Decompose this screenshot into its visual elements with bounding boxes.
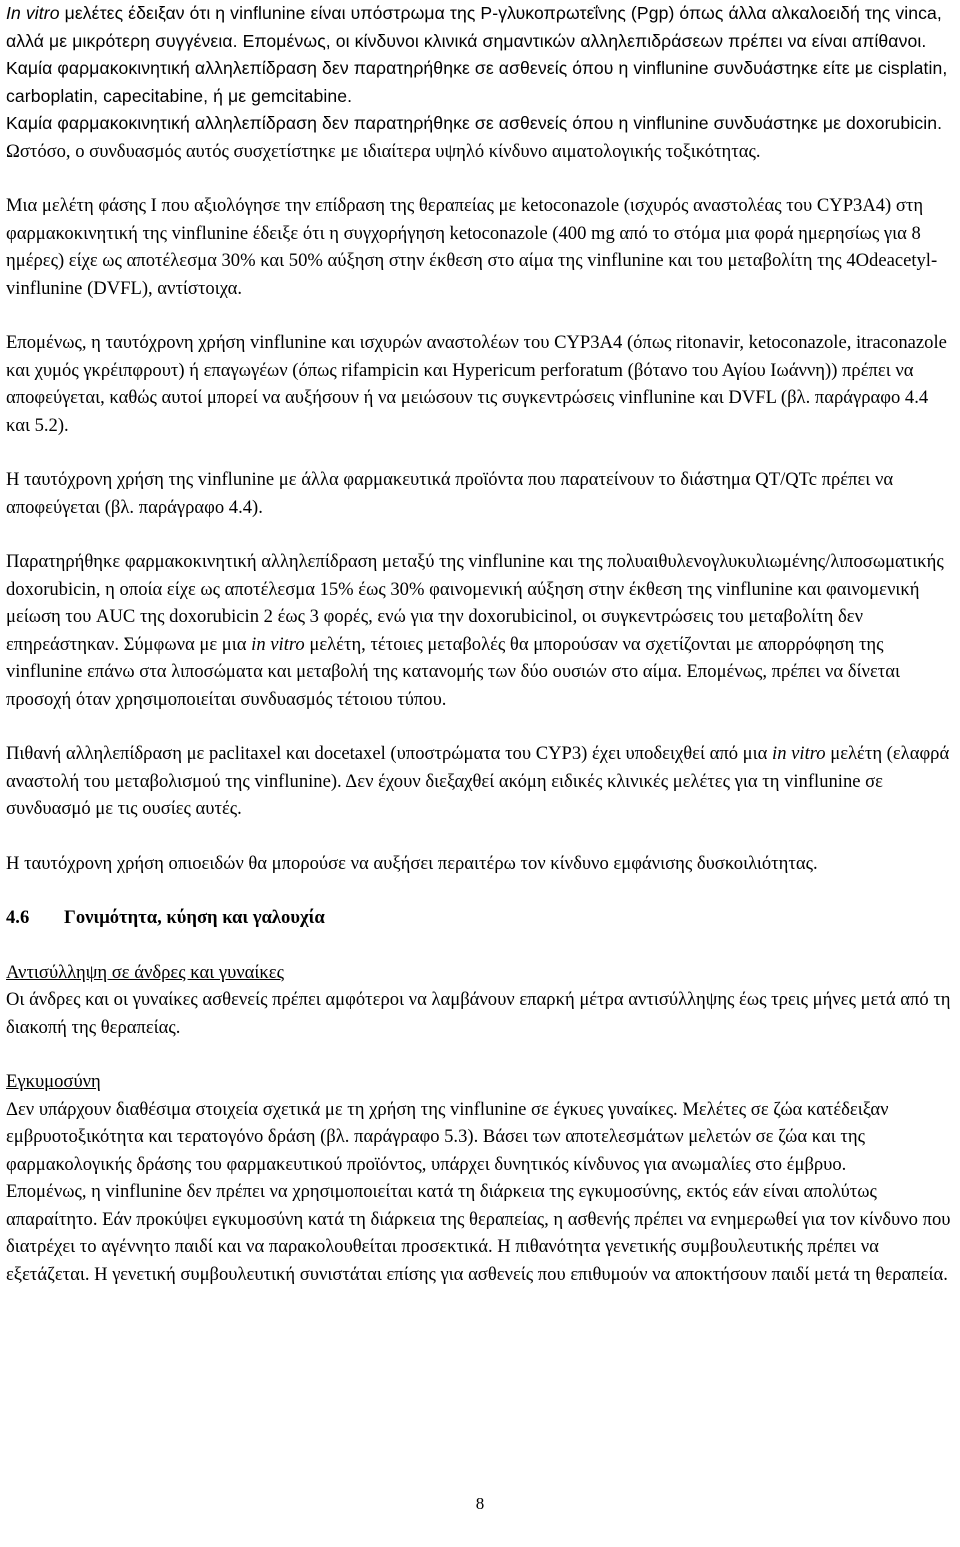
- paragraph-qt: Η ταυτόχρονη χρήση της vinflunine με άλλα φαρμακευτικά προϊόντα που παρατείνουν το διάστημα QT/QTc πρέπει να αποφεύγεται (βλ. παράγραφο 4.4).: [6, 469, 894, 518]
- paragraph-text: μελέτη, τέτοιες μεταβολές θα μπορούσαν να σχετίζονται με απορρόφηση της vinflunine επάνω στα λιποσώματα και μεταβολή της κατανομής των δύο ουσιών στο αίμα. Επομένως, πρέπει να δίνεται προσοχή όταν χρησιμοποιείται συνδυασμός τέτοιου τύπου.: [6, 633, 900, 710]
- paragraph-text: Ωστόσο, ο συνδυασμός αυτός συσχετίστηκε με ιδιαίτερα υψηλό κίνδυνο αιματολογικής τοξικότητας.: [6, 140, 761, 162]
- paragraph-text: μελέτη (ελαφρά αναστολή του μεταβολισμού της vinflunine). Δεν έχουν διεξαχθεί ακόμη ειδικές κλινικές μελέτες για τη vinflunine σε συνδυασμό με τις ουσίες αυτές.: [6, 743, 950, 819]
- italic-in-vitro: In vitro: [6, 3, 60, 23]
- paragraph-text: μελέτες έδειξαν ότι η vinflunine είναι υπόστρωμα της P-γλυκοπρωτεΐνης (Pgp) όπως άλλα αλκαλοειδή της vinca, αλλά με μικρότερη συγγένεια. Επομένως, οι κίνδυνοι κλινικά σημαντικών αλληλεπιδράσεων πρέπει να είναι απίθανοι.: [6, 3, 942, 51]
- paragraph-ketoconazole: Μια μελέτη φάσης Ι που αξιολόγησε την επίδραση της θεραπείας με ketoconazole (ισχυρός αναστολέας του CYP3A4) στη φαρμακοκινητική της vinflunine έδειξε ότι η συγχορήγηση ketoconazole (400 mg από το στόμα μια φορά ημερησίως για 8 ημέρες) είχε ως αποτέλεσμα 30% και 50% αύξηση στην έκθεση στο αίμα της vinflunine και του μεταβολίτη της 4Odeacetyl-vinflunine (DVFL), αντίστοιχα.: [6, 195, 938, 299]
- document-page: [6, 0, 954, 1288]
- paragraph-text: Καμία φαρμακοκινητική αλληλεπίδραση δεν παρατηρήθηκε σε ασθενείς όπου η vinflunine συνδυάστηκε με doxorubicin.: [6, 113, 943, 133]
- subheading-pregnancy: Εγκυμοσύνη: [6, 1071, 101, 1092]
- paragraph-text: Παρατηρήθηκε φαρμακοκινητική αλληλεπίδραση μεταξύ της vinflunine και της πολυαιθυλενογλυκυλιωμένης/λιποσωματικής doxorubicin, η οποία είχε ως αποτέλεσμα 15% έως 30% φαινομενική αύξηση στην έκθεση της vinflunine και φαινομενική μείωση του AUC της doxorubicin 2 έως 3 φορές, ενώ για την doxorubicinol, οι συγκεντρώσεις του μεταβολίτη δεν επηρεάστηκαν. Σύμφωνα με μια: [6, 551, 944, 655]
- paragraph-doxorubicin: [6, 110, 954, 165]
- page-number: 8: [475, 1494, 485, 1513]
- paragraph-cisplatin: Καμία φαρμακοκινητική αλληλεπίδραση δεν παρατηρήθηκε σε ασθενείς όπου η vinflunine συνδυάστηκε είτε με cisplatin, carboplatin, capecitabine, ή με gemcitabine.: [6, 58, 948, 106]
- section-title: Γονιμότητα, κύηση και γαλουχία: [64, 907, 325, 928]
- italic-in-vitro: in vitro: [772, 743, 826, 764]
- paragraph-cyp3a4: Επομένως, η ταυτόχρονη χρήση vinflunine και ισχυρών αναστολέων του CYP3A4 (όπως ritonavir, ketoconazole, itraconazole και χυμός γκρέιπφρουτ) ή επαγωγέων (όπως rifampicin και Hypericum perforatum (βότανο του Αγίου Ιωάννη)) πρέπει να αποφεύγεται, καθώς αυτοί μπορεί να αυξήσουν ή να μειώσουν τις συγκεντρώσεις vinflunine και DVFL (βλ. παράγραφο 4.4 και 5.2).: [6, 332, 947, 436]
- paragraph-contraception: Οι άνδρες και οι γυναίκες ασθενείς πρέπει αμφότεροι να λαμβάνουν επαρκή μέτρα αντισύλληψης έως τρεις μήνες μετά από τη διακοπή της θεραπείας.: [6, 989, 951, 1038]
- paragraph-pgp: [6, 0, 954, 55]
- section-heading: [6, 904, 954, 932]
- section-number: 4.6: [6, 907, 30, 928]
- paragraph-pregnancy-1: Δεν υπάρχουν διαθέσιμα στοιχεία σχετικά με τη χρήση της vinflunine σε έγκυες γυναίκες. Μελέτες σε ζώα κατέδειξαν εμβρυοτοξικότητα και τερατογόνο δράση (βλ. παράγραφο 5.3). Βάσει των αποτελεσμάτων μελετών σε ζώα και της φαρμακολογικής δράσης του φαρμακευτικού προϊόντος, υπάρχει δυνητικός κίνδυνος για ανωμαλίες στο έμβρυο.: [6, 1098, 889, 1175]
- paragraph-pregnancy-2: Επομένως, η vinflunine δεν πρέπει να χρησιμοποιείται κατά τη διάρκεια της εγκυμοσύνης, εκτός εάν είναι απολύτως απαραίτητο. Εάν προκύψει εγκυμοσύνη κατά τη διάρκεια της θεραπείας, η ασθενής πρέπει να ενημερωθεί για τον κίνδυνο που διατρέχει το αγέννητο παιδί και να παρακολουθείται προσεκτικά. Η πιθανότητα γενετικής συμβουλευτικής πρέπει να εξετάζεται. Η γενετική συμβουλευτική συνιστάται επίσης για ασθενείς που επιθυμούν να αποκτήσουν παιδί μετά τη θεραπεία.: [6, 1181, 951, 1285]
- paragraph-text: Πιθανή αλληλεπίδραση με paclitaxel και docetaxel (υποστρώματα του CYP3) έχει υποδειχθεί από μια: [6, 743, 773, 764]
- italic-in-vitro: in vitro: [251, 633, 305, 655]
- paragraph-opioids: Η ταυτόχρονη χρήση οπιοειδών θα μπορούσε να αυξήσει περαιτέρω τον κίνδυνο εμφάνισης δυσκοιλιότητας.: [6, 852, 818, 874]
- subheading-contraception: Αντισύλληψη σε άνδρες και γυναίκες: [6, 961, 284, 983]
- paragraph-paclitaxel: [6, 740, 954, 823]
- paragraph-liposomal: [6, 548, 954, 713]
